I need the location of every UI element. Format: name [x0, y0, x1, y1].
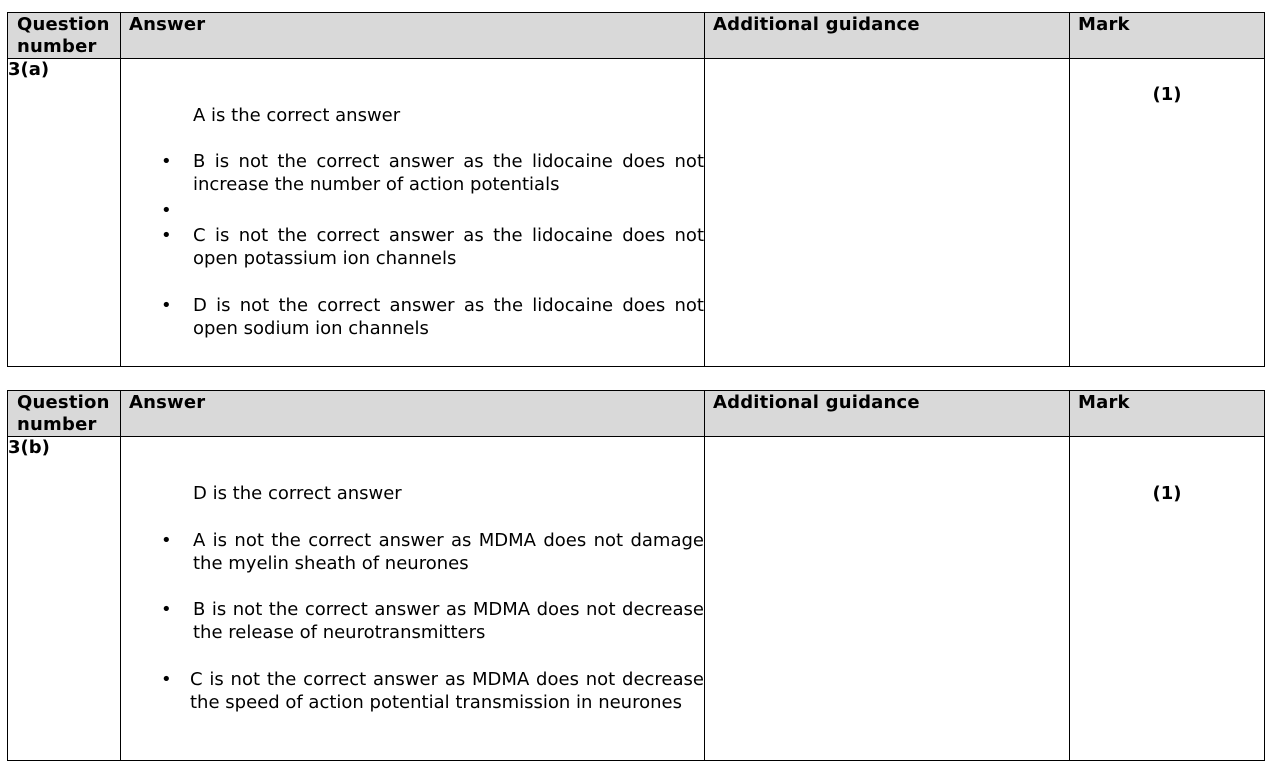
mark-cell	[1070, 437, 1265, 761]
mark-cell	[1070, 59, 1265, 367]
list-item	[121, 199, 704, 222]
bullet-icon: •	[161, 200, 172, 221]
additional-guidance-cell	[705, 59, 1070, 367]
list-item	[121, 224, 704, 270]
answer-cell	[121, 437, 705, 761]
question-number: 3(b)	[8, 437, 121, 761]
answer-cell	[121, 59, 705, 367]
header-question-number: Question number	[8, 391, 121, 437]
bullet-icon: •	[161, 295, 172, 316]
list-item	[121, 668, 704, 714]
additional-guidance-cell	[705, 437, 1070, 761]
bullet-icon: •	[161, 530, 172, 551]
list-item-text: C is not the correct answer as the lidocaine does not open potassium ion channels	[193, 225, 704, 269]
list-item-text: D is not the correct answer as the lidocaine does not open sodium ion channels	[193, 295, 704, 339]
correct-answer-text: D is the correct answer	[193, 483, 402, 504]
list-item-text: B is not the correct answer as the lidocaine does not increase the number of action potentials	[193, 151, 704, 195]
header-mark: Mark	[1070, 13, 1265, 59]
list-item	[121, 294, 704, 340]
bullet-icon: •	[161, 669, 172, 690]
question-row	[8, 59, 1265, 367]
list-item	[121, 150, 704, 196]
mark-value: (1)	[1152, 84, 1182, 105]
bullet-icon: •	[161, 225, 172, 246]
list-item	[121, 598, 704, 644]
header-answer: Answer	[121, 13, 705, 59]
bullet-icon: •	[161, 151, 172, 172]
header-row	[8, 391, 1265, 437]
list-item	[121, 529, 704, 575]
header-additional-guidance: Additional guidance	[705, 391, 1070, 437]
header-row	[8, 13, 1265, 59]
header-answer: Answer	[121, 391, 705, 437]
header-question-number: Question number	[8, 13, 121, 59]
mark-scheme-table-3a	[7, 12, 1265, 367]
question-row	[8, 437, 1265, 761]
distractor-list	[121, 529, 704, 714]
header-mark: Mark	[1070, 391, 1265, 437]
question-number: 3(a)	[8, 59, 121, 367]
list-item-text: B is not the correct answer as MDMA does not decrease the release of neurotransmitters	[193, 599, 704, 643]
list-item-text: A is not the correct answer as MDMA does not damage the myelin sheath of neurones	[193, 530, 704, 574]
mark-value: (1)	[1152, 483, 1182, 504]
list-item-text: C is not the correct answer as MDMA does not decrease the speed of action potential transmission in neurones	[190, 669, 704, 713]
bullet-icon: •	[161, 599, 172, 620]
correct-answer-text: A is the correct answer	[193, 105, 401, 126]
header-additional-guidance: Additional guidance	[705, 13, 1070, 59]
mark-scheme-table-3b	[7, 390, 1265, 761]
distractor-list	[121, 150, 704, 340]
